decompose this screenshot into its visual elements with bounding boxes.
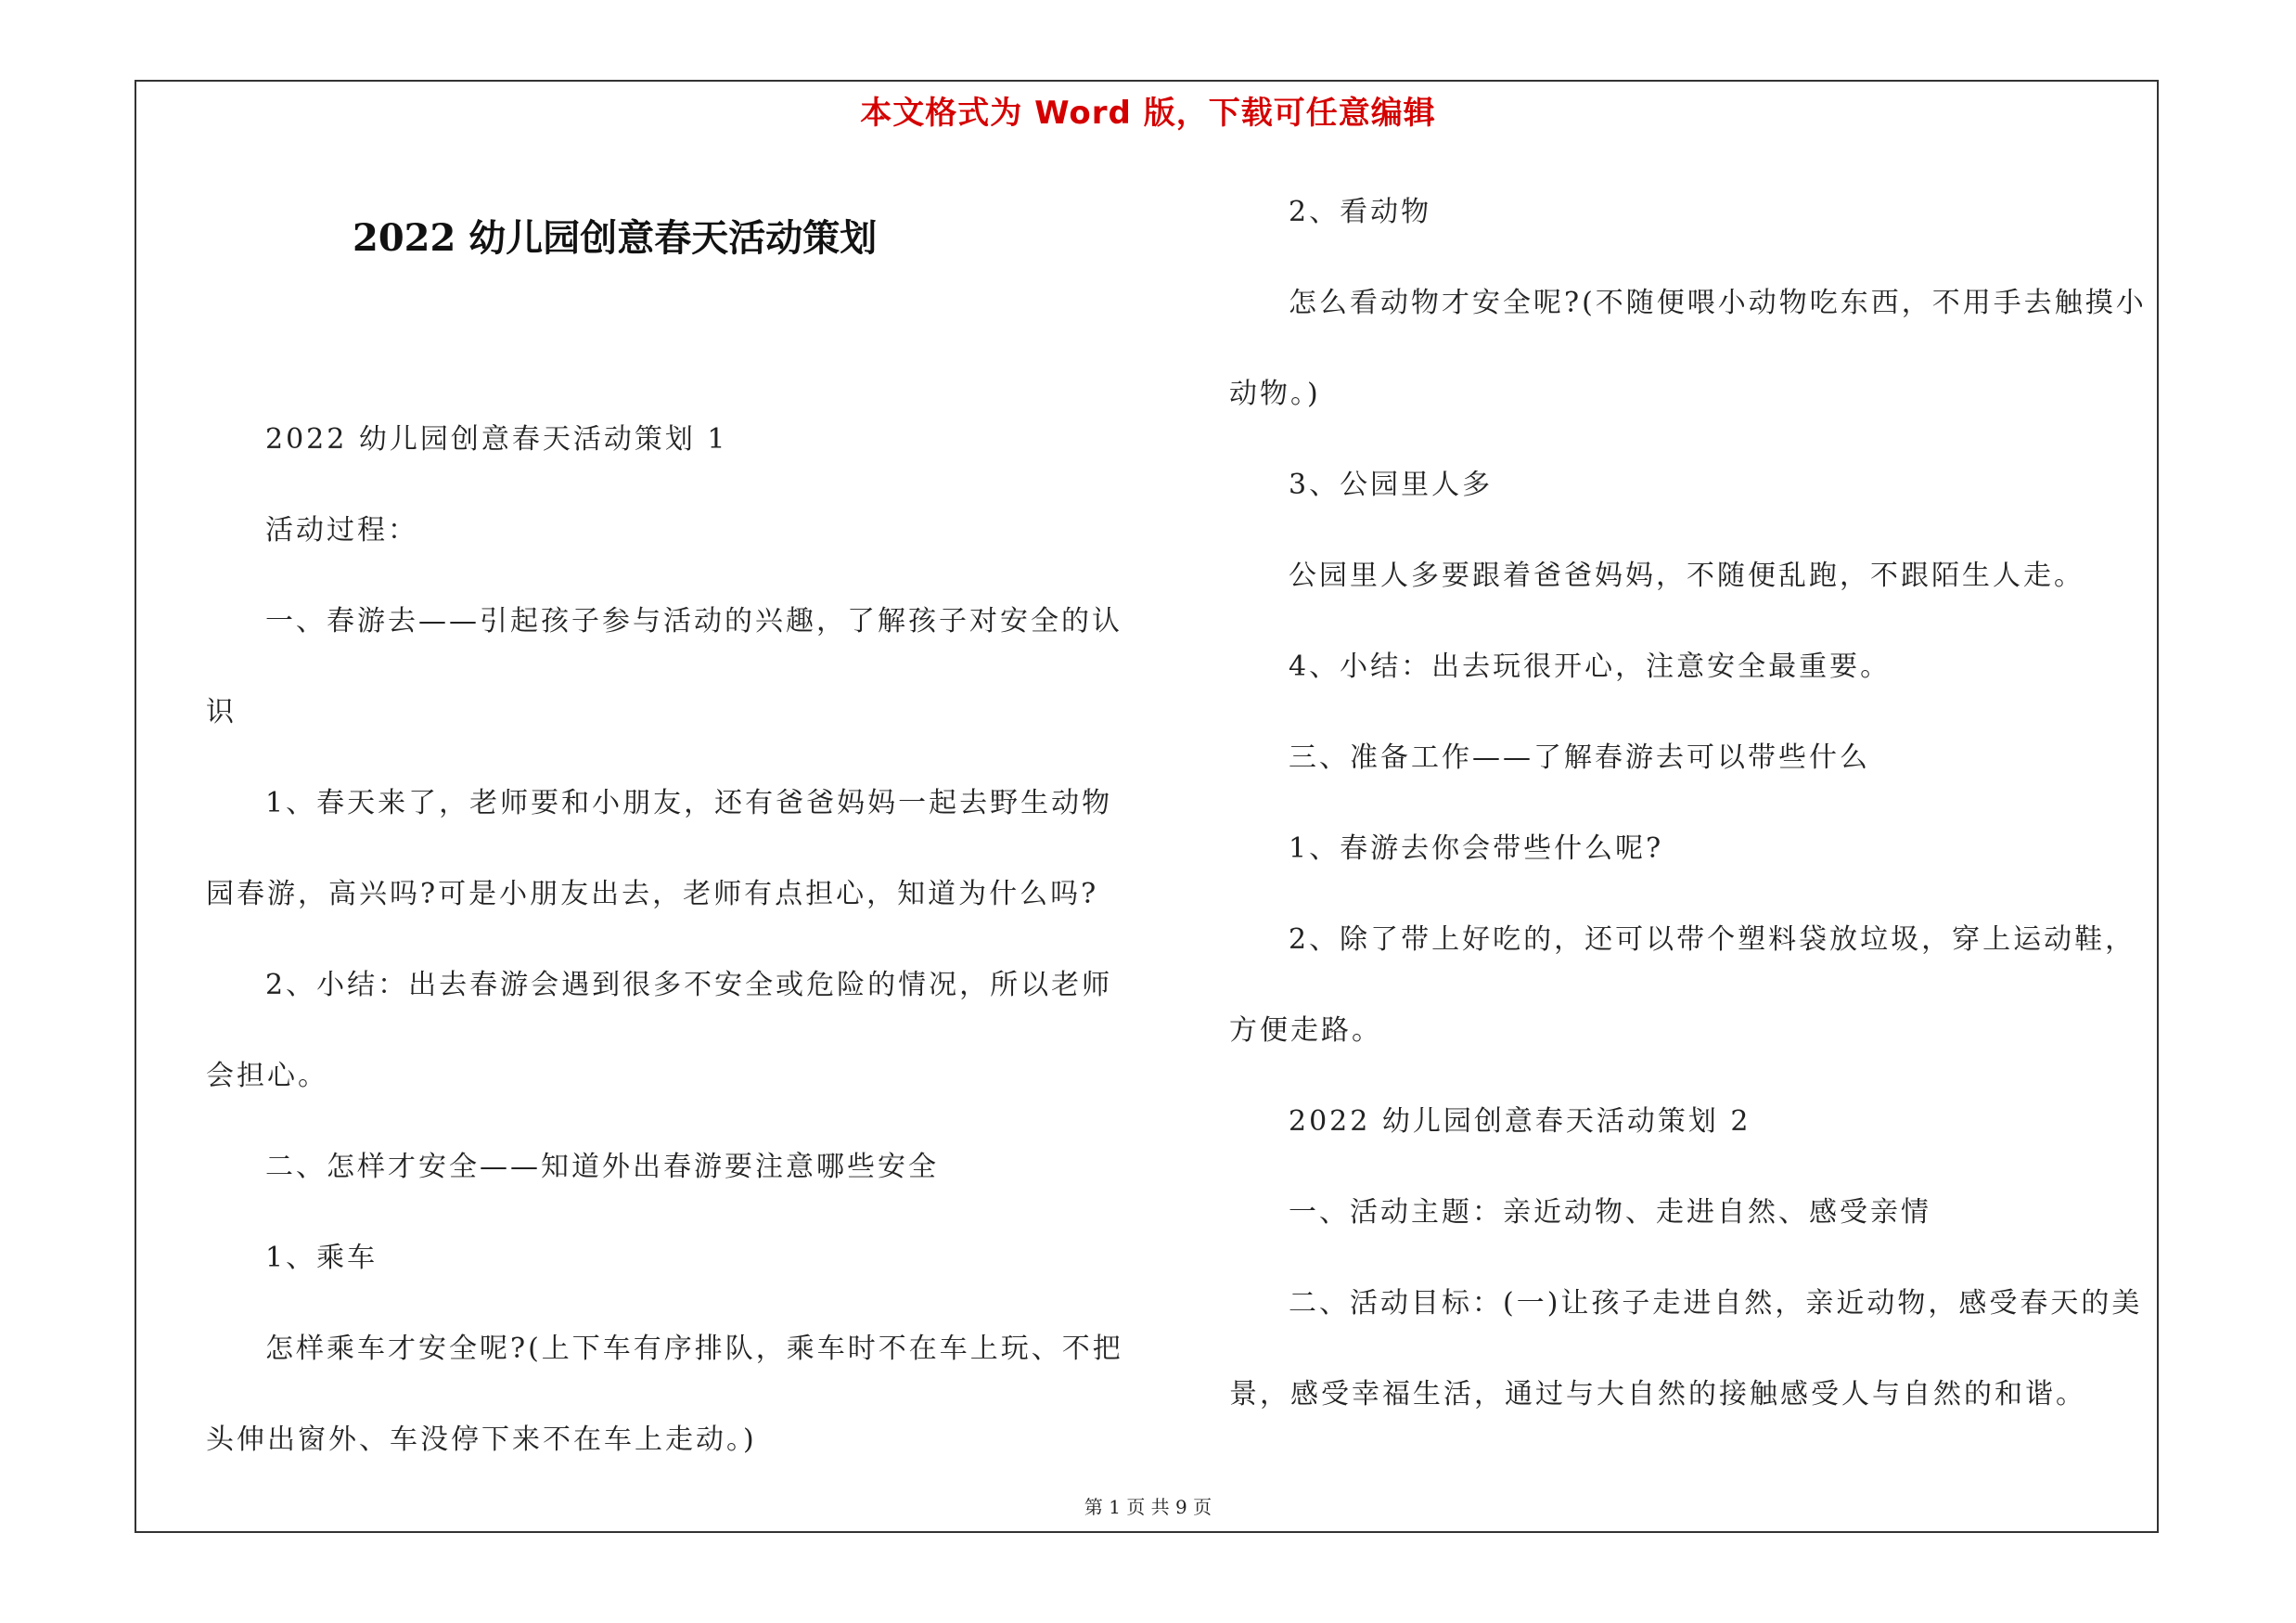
paragraph [1229, 167, 2157, 258]
text-line: 1、春游去你会带些什么呢? [1289, 832, 1664, 865]
right-column [1229, 167, 2157, 1440]
text-line: 识 [206, 696, 237, 728]
text-line: 二、怎样才安全——知道外出春游要注意哪些安全 [265, 1151, 939, 1183]
paragraph [206, 394, 1134, 485]
paragraph [1229, 804, 2157, 895]
paragraph [1229, 440, 2157, 531]
text-line: 一、活动主题：亲近动物、走进自然、感受亲情 [1289, 1196, 1931, 1229]
document-title: 2022 幼儿园创意春天活动策划 [353, 216, 878, 260]
left-column [206, 394, 1134, 1486]
paragraph [1229, 1258, 2157, 1440]
text-line: 动物。) [1229, 378, 1321, 410]
paragraph [206, 485, 1134, 576]
paragraph [1229, 1076, 2157, 1167]
paragraph [1229, 1167, 2157, 1258]
text-line: 二、活动目标：(一)让孩子走进自然，亲近动物，感受春天的美 [1289, 1287, 2143, 1320]
text-line: 三、准备工作——了解春游去可以带些什么 [1289, 741, 1870, 774]
text-line: 头伸出窗外、车没停下来不在车上走动。) [206, 1423, 757, 1456]
text-line: 4、小结：出去玩很开心，注意安全最重要。 [1289, 650, 1892, 683]
paragraph [206, 1304, 1134, 1486]
text-line: 2、看动物 [1289, 196, 1432, 228]
text-line: 公园里人多要跟着爸爸妈妈，不随便乱跑，不跟陌生人走。 [1289, 560, 2084, 592]
text-line: 怎么看动物才安全呢?(不随便喂小动物吃东西，不用手去触摸小 [1289, 287, 2147, 319]
text-line: 园春游，高兴吗?可是小朋友出去，老师有点担心，知道为什么吗? [206, 878, 1099, 910]
paragraph [1229, 713, 2157, 804]
text-line: 2022 幼儿园创意春天活动策划 2 [1289, 1105, 1751, 1138]
paragraph [206, 758, 1134, 940]
text-line: 1、乘车 [265, 1242, 378, 1274]
text-line: 2、除了带上好吃的，还可以带个塑料袋放垃圾，穿上运动鞋， [1289, 923, 2136, 956]
paragraph [1229, 258, 2157, 440]
text-line: 怎样乘车才安全呢?(上下车有序排队，乘车时不在车上玩、不把 [265, 1333, 1123, 1365]
text-line: 2022 幼儿园创意春天活动策划 1 [265, 423, 728, 456]
text-line: 一、春游去——引起孩子参与活动的兴趣，了解孩子对安全的认 [265, 605, 1122, 638]
page-footer: 第 1 页 共 9 页 [1084, 1496, 1212, 1518]
text-line: 1、春天来了，老师要和小朋友，还有爸爸妈妈一起去野生动物 [265, 787, 1113, 819]
paragraph [206, 1122, 1134, 1213]
text-line: 景，感受幸福生活，通过与大自然的接触感受人与自然的和谐。 [1229, 1378, 2086, 1410]
paragraph [1229, 531, 2157, 622]
text-line: 会担心。 [206, 1060, 328, 1092]
text-line: 2、小结：出去春游会遇到很多不安全或危险的情况，所以老师 [265, 969, 1113, 1001]
paragraph [1229, 622, 2157, 713]
text-line: 活动过程： [265, 514, 418, 547]
format-banner: 本文格式为 Word 版，下载可任意编辑 [860, 95, 1436, 132]
text-line: 3、公园里人多 [1289, 469, 1494, 501]
paragraph [1229, 895, 2157, 1076]
paragraph [206, 940, 1134, 1122]
paragraph [206, 1213, 1134, 1304]
paragraph [206, 576, 1134, 758]
text-line: 方便走路。 [1229, 1014, 1382, 1047]
